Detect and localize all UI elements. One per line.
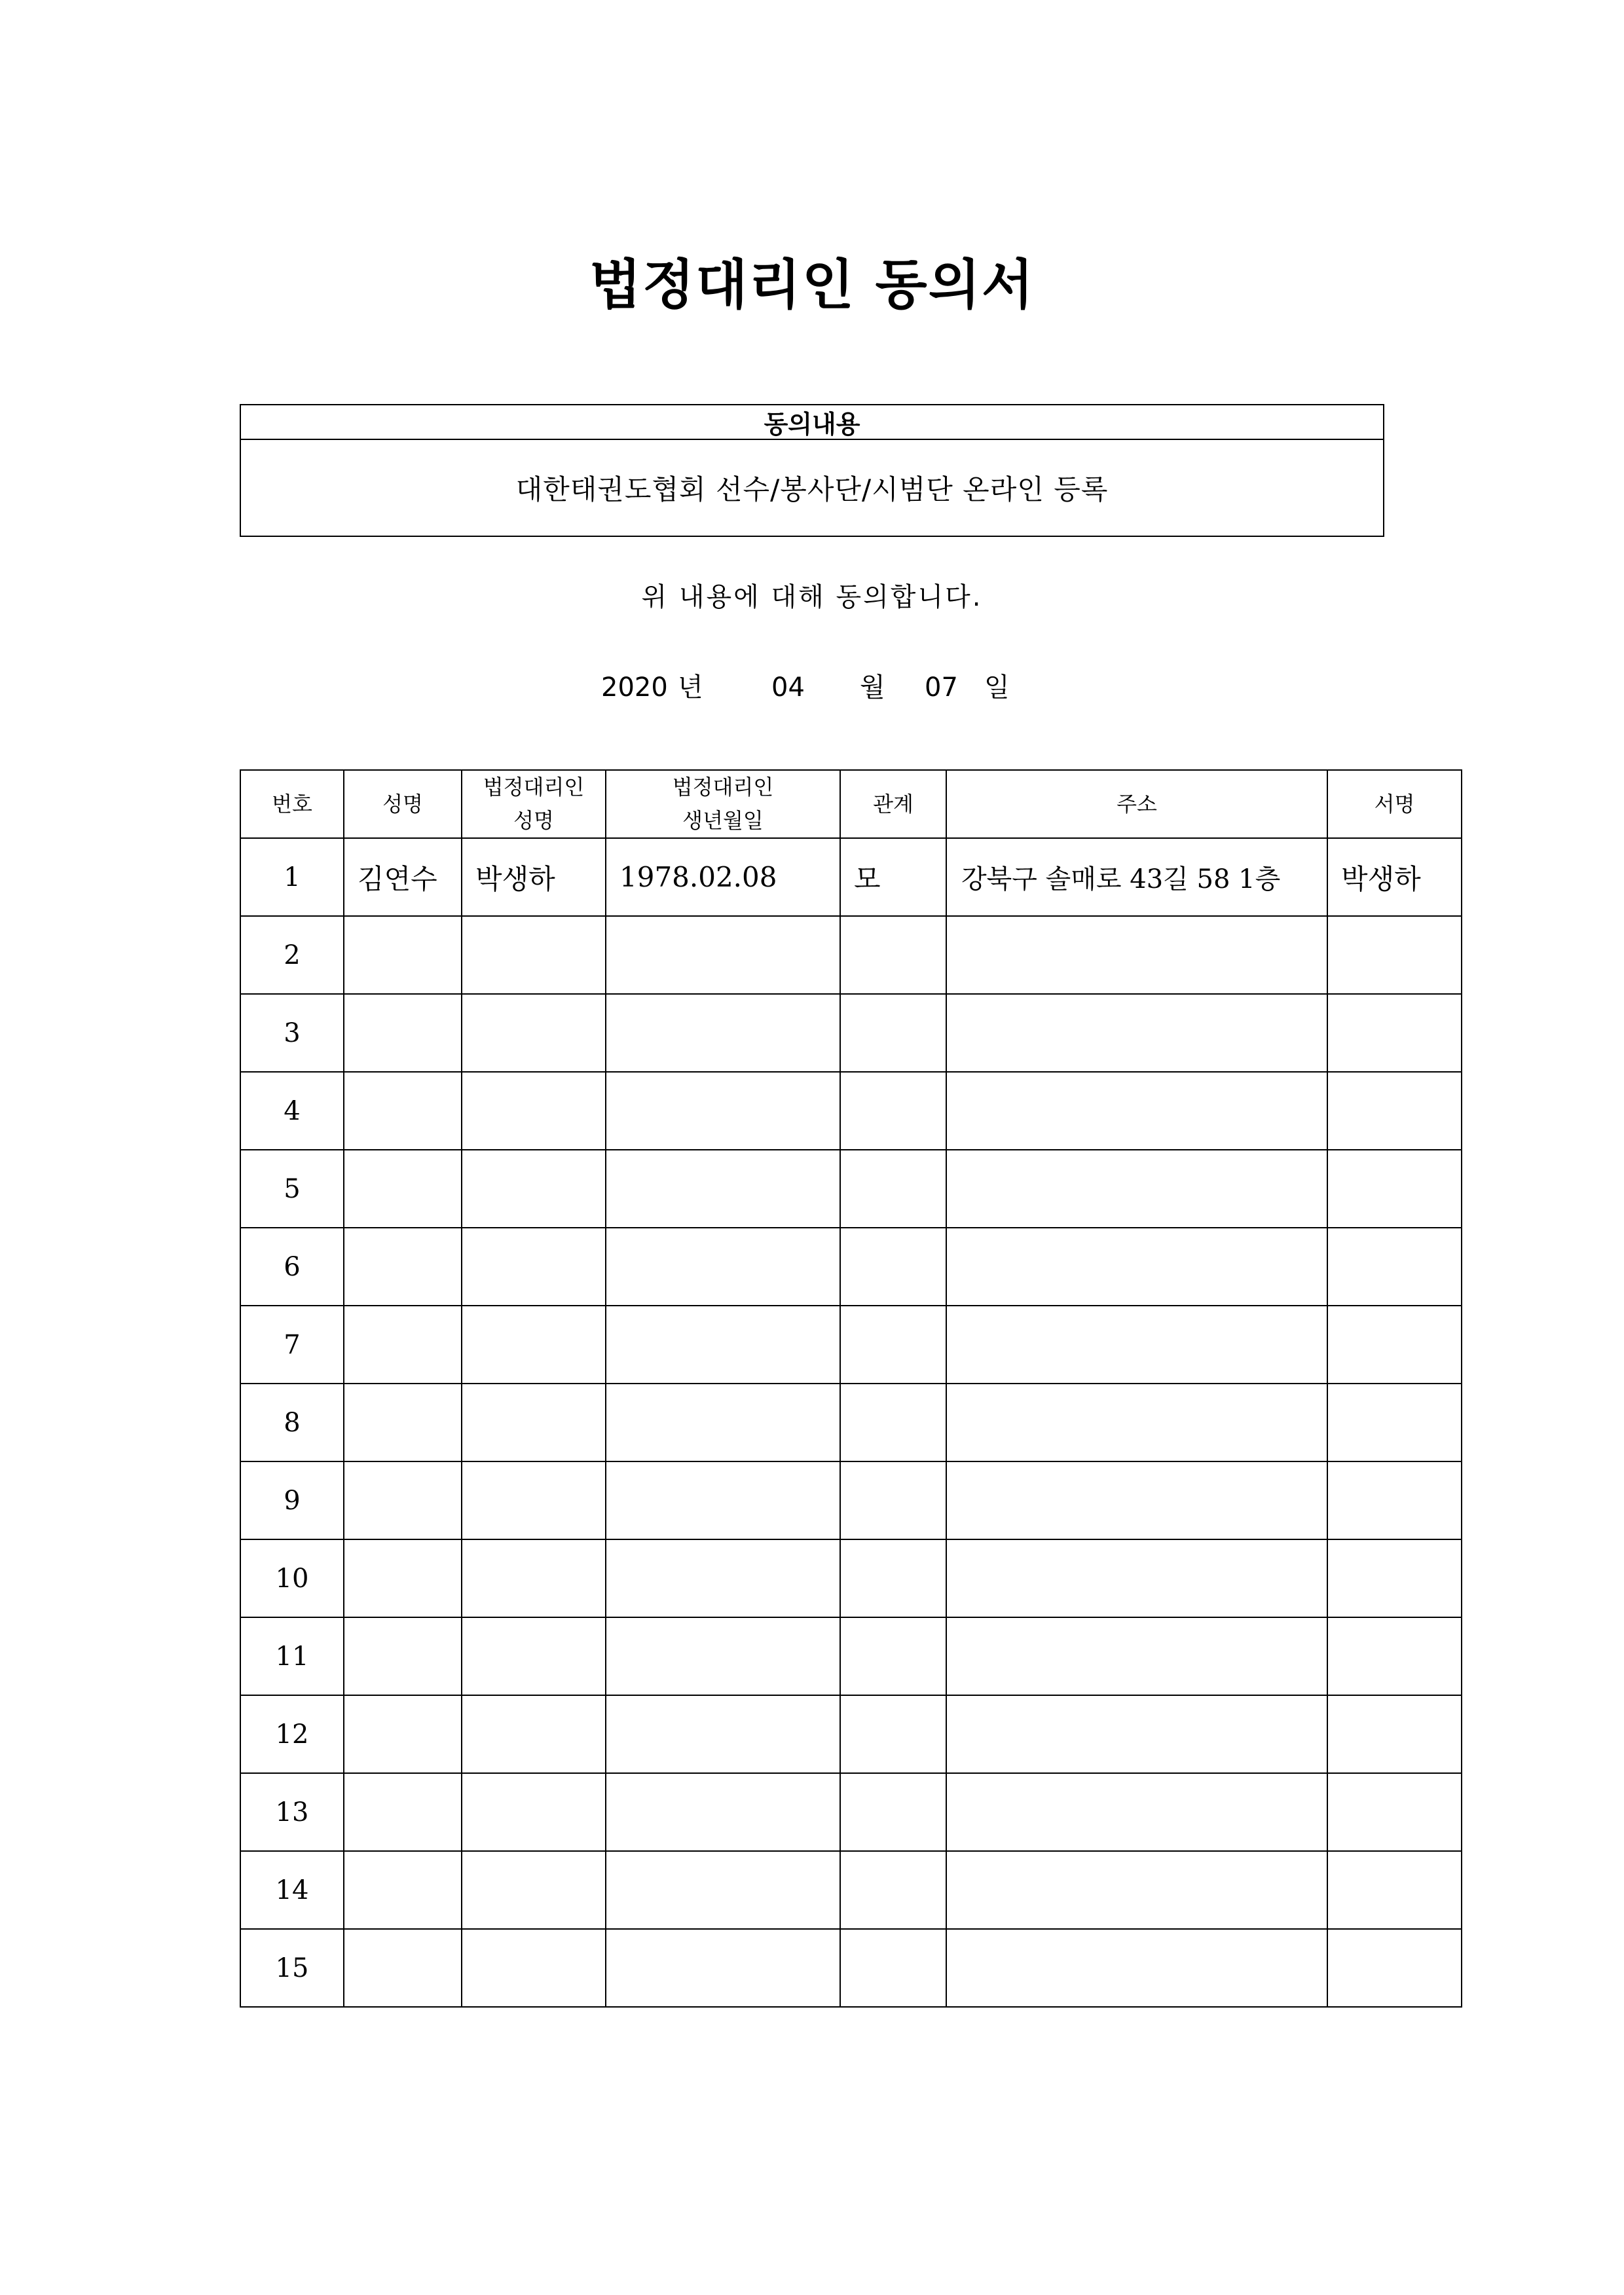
cell-guardian-name: 박생하 [462, 838, 606, 916]
header-relation: 관계 [840, 770, 946, 838]
cell-relation [840, 994, 946, 1072]
cell-address [946, 1851, 1327, 1929]
cell-name [344, 916, 462, 994]
cell-guardian-birth [606, 1384, 840, 1461]
cell-guardian-name [462, 1306, 606, 1384]
consent-content: 대한태권도협회 선수/봉사단/시범단 온라인 등록 [515, 473, 1109, 505]
cell-signature [1327, 1773, 1462, 1851]
cell-relation [840, 1695, 946, 1773]
cell-signature [1327, 1228, 1462, 1306]
cell-guardian-name [462, 1072, 606, 1150]
cell-guardian-birth [606, 1228, 840, 1306]
cell-signature [1327, 1072, 1462, 1150]
header-name: 성명 [344, 770, 462, 838]
cell-name [344, 1695, 462, 1773]
cell-name [344, 1306, 462, 1384]
cell-relation [840, 1306, 946, 1384]
cell-signature [1327, 1695, 1462, 1773]
cell-name: 김연수 [344, 838, 462, 916]
table-row [240, 1384, 1462, 1461]
cell-guardian-birth [606, 994, 840, 1072]
cell-name [344, 1072, 462, 1150]
table-row [240, 1072, 1462, 1150]
header-guardian-name-line2: 성명 [513, 808, 554, 834]
date-year-unit: 년 [678, 672, 703, 703]
date-month: 04 [771, 672, 805, 703]
header-guardian-birth [606, 770, 840, 838]
cell-signature [1327, 1461, 1462, 1539]
cell-no: 12 [240, 1695, 344, 1773]
cell-signature: 박생하 [1327, 838, 1462, 916]
cell-address [946, 1384, 1327, 1461]
cell-guardian-name [462, 1929, 606, 2007]
cell-guardian-birth [606, 1773, 840, 1851]
table-row [240, 1306, 1462, 1384]
cell-address [946, 1539, 1327, 1617]
cell-address [946, 1150, 1327, 1228]
consent-box [240, 404, 1384, 537]
cell-no: 3 [240, 994, 344, 1072]
cell-address [946, 1773, 1327, 1851]
cell-name [344, 1617, 462, 1695]
header-guardian-name-line1: 법정대리인 [483, 775, 585, 799]
cell-relation [840, 1228, 946, 1306]
table-row [240, 838, 1462, 916]
table-row [240, 1461, 1462, 1539]
table-row [240, 916, 1462, 994]
cell-relation [840, 1929, 946, 2007]
header-guardian-name [462, 770, 606, 838]
cell-guardian-birth [606, 1851, 840, 1929]
cell-guardian-birth [606, 1150, 840, 1228]
cell-signature [1327, 1306, 1462, 1384]
cell-guardian-birth [606, 1072, 840, 1150]
cell-no: 11 [240, 1617, 344, 1695]
date-day-unit: 일 [984, 672, 1010, 703]
cell-no: 10 [240, 1539, 344, 1617]
cell-name [344, 1851, 462, 1929]
cell-guardian-name [462, 916, 606, 994]
cell-relation [840, 916, 946, 994]
cell-signature [1327, 1929, 1462, 2007]
cell-name [344, 1150, 462, 1228]
table-row [240, 1228, 1462, 1306]
table-row [240, 1929, 1462, 2007]
cell-guardian-name [462, 1617, 606, 1695]
table-body [240, 838, 1462, 2007]
cell-signature [1327, 916, 1462, 994]
date-year: 2020 [601, 672, 668, 703]
cell-guardian-birth [606, 1539, 840, 1617]
cell-name [344, 1929, 462, 2007]
cell-guardian-name [462, 1539, 606, 1617]
agree-statement: 위 내용에 대해 동의합니다. [641, 582, 983, 612]
cell-relation [840, 1150, 946, 1228]
cell-address [946, 916, 1327, 994]
date-day: 07 [925, 672, 958, 703]
cell-signature [1327, 994, 1462, 1072]
cell-guardian-name [462, 994, 606, 1072]
cell-guardian-birth [606, 1461, 840, 1539]
cell-address: 강북구 솔매로 43길 58 1층 [946, 838, 1327, 916]
header-address: 주소 [946, 770, 1327, 838]
cell-guardian-name [462, 1228, 606, 1306]
cell-guardian-birth [606, 1695, 840, 1773]
cell-name [344, 1228, 462, 1306]
cell-address [946, 1072, 1327, 1150]
table-row [240, 1773, 1462, 1851]
cell-relation [840, 1384, 946, 1461]
cell-no: 5 [240, 1150, 344, 1228]
cell-signature [1327, 1851, 1462, 1929]
cell-no: 2 [240, 916, 344, 994]
cell-signature [1327, 1384, 1462, 1461]
cell-guardian-birth [606, 1617, 840, 1695]
cell-name [344, 994, 462, 1072]
cell-name [344, 1461, 462, 1539]
cell-guardian-name [462, 1384, 606, 1461]
cell-relation [840, 1773, 946, 1851]
consent-header: 동의내용 [241, 405, 1383, 440]
cell-guardian-name [462, 1773, 606, 1851]
cell-no: 6 [240, 1228, 344, 1306]
cell-relation [840, 1072, 946, 1150]
cell-signature [1327, 1539, 1462, 1617]
cell-address [946, 1228, 1327, 1306]
header-signature: 서명 [1327, 770, 1462, 838]
cell-no: 9 [240, 1461, 344, 1539]
table-row [240, 1851, 1462, 1929]
signers-table [240, 769, 1462, 2008]
cell-guardian-birth [606, 916, 840, 994]
cell-relation [840, 1461, 946, 1539]
cell-name [344, 1539, 462, 1617]
cell-name [344, 1384, 462, 1461]
cell-relation [840, 1539, 946, 1617]
cell-guardian-name [462, 1695, 606, 1773]
table-header-row [240, 770, 1462, 838]
cell-no: 4 [240, 1072, 344, 1150]
cell-address [946, 1461, 1327, 1539]
cell-address [946, 994, 1327, 1072]
header-guardian-birth-line2: 생년월일 [682, 808, 764, 834]
cell-no: 13 [240, 1773, 344, 1851]
date-line [0, 674, 1624, 707]
table-row [240, 1539, 1462, 1617]
cell-relation [840, 1851, 946, 1929]
cell-no: 14 [240, 1851, 344, 1929]
table-row [240, 994, 1462, 1072]
cell-address [946, 1929, 1327, 2007]
cell-signature [1327, 1150, 1462, 1228]
cell-no: 8 [240, 1384, 344, 1461]
table-row [240, 1695, 1462, 1773]
cell-no: 15 [240, 1929, 344, 2007]
table-row [240, 1617, 1462, 1695]
cell-guardian-name [462, 1461, 606, 1539]
cell-address [946, 1306, 1327, 1384]
table-row [240, 1150, 1462, 1228]
cell-guardian-birth [606, 1929, 840, 2007]
cell-guardian-name [462, 1150, 606, 1228]
cell-name [344, 1773, 462, 1851]
page-title: 법정대리인 동의서 [589, 254, 1035, 316]
cell-address [946, 1617, 1327, 1695]
date-month-unit: 월 [860, 672, 885, 703]
cell-no: 1 [240, 838, 344, 916]
cell-address [946, 1695, 1327, 1773]
header-guardian-birth-line1: 법정대리인 [672, 775, 774, 799]
cell-signature [1327, 1617, 1462, 1695]
cell-guardian-name [462, 1851, 606, 1929]
cell-guardian-birth: 1978.02.08 [606, 838, 840, 916]
header-no: 번호 [240, 770, 344, 838]
cell-guardian-birth [606, 1306, 840, 1384]
cell-relation [840, 1617, 946, 1695]
cell-no: 7 [240, 1306, 344, 1384]
cell-relation: 모 [840, 838, 946, 916]
